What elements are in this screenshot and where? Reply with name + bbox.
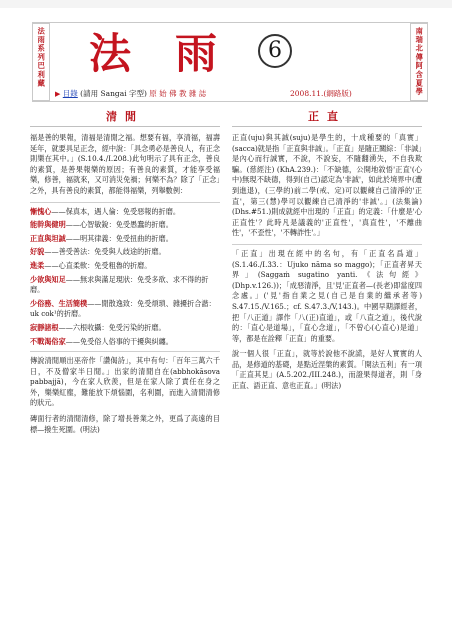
list-item: 寂靜諸根——六根收攝：免受污染的折磨。 [30,322,166,332]
left-column-heading: 清閒 [30,108,220,127]
left-paragraph-3: 磚面行者的清閒清修，除了增長善業之外，更爲了高遠的目標—撥生死圍。(明法) [30,414,220,434]
triangle-icon: ▶ [55,90,61,98]
left-paragraph-2: 傳說清閒順出巫帝作「讚偈詩」，其中有句：「百年三萬六千日，不及僧家半日閒。」出家的清閒自在(abbhokāsova pabbajjā)，今在家人欣羨，但是在家人除了責任在身之外，樂樂紅塵，難能放下煩惱圍，名利圍，而進入清閒清修的狀元。 [30,356,220,408]
list-item: 能幹與健明——心智敏銳：免受愚蠢的折磨。 [30,220,173,230]
left-intro-paragraph: 福是善的果報，清福是清閒之福。想要有福，享清福，福壽延年，就要具足正念，經中說：「具念勇必是善良人，有正念則樂在其中。」(S.10.4./I.208.)此句明示了具有正念，善良的素質，是善果報樂的原因；有善良的素質，才能享受福樂，修善，福就來，又可消災免禍；何樂不為？除了「正念」之外，具有善良的素質，都能得福樂，列舉數例： [30,133,220,195]
list-item: 進柔——心直柔軟：免受粗魯的折磨。 [30,260,152,270]
right-paragraph-2: 「正直」出現在經中的名句，有「正直名爲道」(S.1.46./I.33.：Ujuko nāma so maggo)；「正直者昇天界」(Saggaṁ sugatino yanti.《法句經》(Dhp.v.126.))；「成惡清淨，且'見'正直者—(長老)即當度四念處。」('見'指自業之見(自己是自業的繼承者等) S.47.15./V.165.；cf. S.47.3./V,143.)。中國早期譯經者，把「八正道」譯作「八(正)直道」，或「八直之道」，後代說的：「直心是道場」，「直心念道」，「不曾心(心直心)是道」等，都是在詮釋「正直」的重要。 [232,248,422,343]
right-column-heading: 正直 [232,108,422,127]
issue-date: 2008.11.(網路版) [290,89,352,98]
masthead [32,22,428,102]
issue-number-badge: 6 [258,34,292,68]
publication-title: 法雨 [89,29,262,78]
list-item: 好貌——善受善法：免受與人歧途的折磨。 [30,247,166,257]
contents-link[interactable]: 目錄 [62,89,78,98]
left-vertical-text: 法雨系列巴利藏 [37,27,47,88]
list-item: 少俗務、生活簡樸——閒散逸致：免受煩瑣、雜擾折合諧：uk cok¹的折磨。 [30,298,216,319]
divider [232,244,422,245]
left-vertical-banner [32,23,50,101]
top-bar [0,0,452,8]
right-column [232,108,422,397]
magazine-subtitle: 原 始 佛 教 雜 誌 [149,89,207,98]
right-vertical-banner [410,23,428,101]
divider [30,351,220,352]
list-item: 正直與坦誠——明其律義：免受扭曲的折磨。 [30,233,173,243]
font-note: (請用 Sangai 字型) [80,89,147,98]
left-column [30,108,220,440]
masthead-subline [55,88,352,99]
list-item: 少欲與知足——無求與滿足現狀：免受多欲、求不得的折磨。 [30,274,209,295]
right-paragraph-3: 說一個人很「正直」，就等於說他不說謊，是好人實實的人品，是修道的基礎，是點近涅槃的素質。「開法五利」有一項「正直其見」(A.5.202./III.248.)，而證果得道者，則「身正直、語正直、意也正直。」(明法) [232,349,422,391]
list-item: 慚愧心——保真本，遇人倫：免受惡報的折磨。 [30,206,180,216]
list-item: 不戰渴俗家——免受俗人俗事的干擾與糾纏。 [30,336,173,346]
right-vertical-text: 南瑞北傳阿含夏學 [415,27,425,97]
divider [30,202,220,203]
right-paragraph-1: 正直(uju)與其誠(suju)是學生的，十成種要的「真實」(sacca)就是指「正直與非誠」。「正直」是隨正關綜：「非誠」是內心而行誠實，不說，不說妄，不隨翻湧失，不自我欺騙。(慈經注) (KhA.239.)：「不缺德，公開地敘悟'正直'(心中)無現不缺德，得到(自己)認定為'非誠'，如此於境界中(遭到進退)，(三學的)前二學(戒、定)可以觀練自己清淨的'正直'，第三(慧)學可以觀練自己清淨的'非誠'。」(法集論) (Dhs.#51.)則成就經中出現的「正直」的定義：「什麼是'心正直性'？此時凡是議義的'正直性'，'真直性'，'不離曲性'，'不歪性'，'不轉詐性'。」 [232,133,422,238]
